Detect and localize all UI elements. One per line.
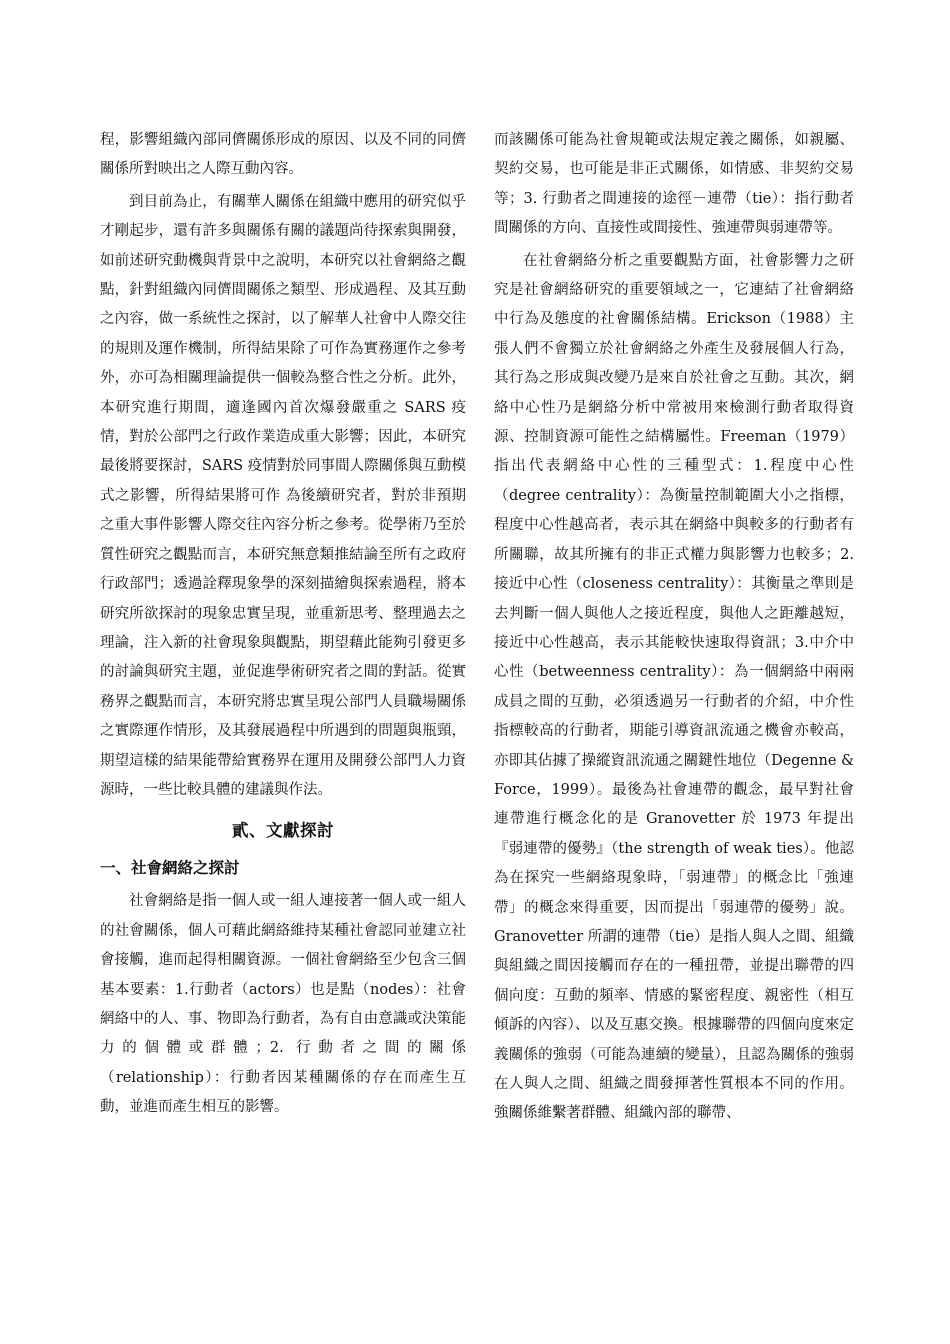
paragraph-research-scope: 到目前為止，有關華人關係在組織中應用的研究似乎才剛起步，還有許多與關係有關的議題尚待探索與開發，如前述研究動機與背景中之說明，本研究以社會網絡之觀點，針對組織內同儕間關係之類型、形成過程、及其互動之內容，做一系統性之探討，以了解華人社會中人際交往的規則及運作機制，所得結果除了可作為實務運作之參考外，亦可為相關理論提供一個較為整合性之分析。此外，本研究進行期間，適逢國內首次爆發嚴重之 SARS 疫情，對於公部門之行政作業造成重大影響；因此，本研究最後將要探討，SARS 疫情對於同事間人際關係與互動模式之影響，所得結果將可作 為後續研究者，對於非預期之重大事件影響人際交往內容分析之參考。從學術乃至於質性研究之觀點而言，本研究無意類推結論至所有之政府行政部門；透過詮釋現象學的深刻描繪與探索過程，將本研究所欲探討的現象忠實呈現，並重新思考、整理過去之理論，注入新的社會現象與觀點，期望藉此能夠引發更多的討論與研究主題，並促進學術研究者之間的對話。從實務界之觀點而言，本研究將忠實呈現公部門人員職場關係之實際運作情形，及其發展過程中所遇到的問題與瓶頸，期望這樣的結果能帶給實務界在運用及開發公部門人力資源時，一些比較具體的建議與作法。 [100,193,466,798]
section-title: 貳、文獻探討 [232,821,334,841]
paragraph-continued-right: 而該關係可能為社會規範或法規定義之關係，如親屬、契約交易，也可能是非正式關係，如情感、非契約交易等；3. 行動者之間連接的途徑－連帶（tie）：指行動者間關係的方向、直接性或間接性、強連帶與弱連帶等。 [494,132,854,237]
subsection-title: 一、社會網絡之探討 [100,858,240,878]
paragraph-continued-left: 程，影響組織內部同儕關係形成的原因、以及不同的同儕關係所對映出之人際互動內容。 [100,132,466,178]
paragraph-social-influence: 在社會網絡分析之重要觀點方面，社會影響力之研究是社會網絡研究的重要領域之一，它連結了社會網絡中行為及態度的社會關係結構。Erickson（1988）主張人們不會獨立於社會網絡之外產生及發展個人行為，其行為之形成與改變乃是來自於社會之互動。其次，網絡中心性乃是網絡分析中常被用來檢測行動者取得資源、控制資源可能性之結構屬性。Freeman（1979）指出代表網絡中心性的三種型式：1.程度中心性（degree centrality）：為衡量控制範圍大小之指標，程度中心性越高者，表示其在網絡中與較多的行動者有所關聯，故其所擁有的非正式權力與影響力也較多；2.接近中心性（closeness centrality）：其衡量之準則是去判斷一個人與他人之接近程度，與他人之距離越短，接近中心性越高，表示其能較快速取得資訊；3.中介中心性（betweenness centrality）：為一個網絡中兩兩成員之間的互動，必須透過另一行動者的介紹，中介性指標較高的行動者，期能引導資訊流通之機會亦較高，亦即其佔據了操縱資訊流通之關鍵性地位（Degenne & Force，1999）。最後為社會連帶的觀念，最早對社會連帶進行概念化的是 Granovetter 於 1973 年提出『弱連帶的優勢』（the strength of weak ties）。他認為在探究一些網絡現象時，「弱連帶」的概念比「強連帶」的概念來得重要，因而提出「弱連帶的優勢」說。Granovetter 所謂的連帶（tie）是指人與人之間、組織與組織之間因接觸而存在的一種扭帶，並提出聯帶的四個向度：互動的頻率、情感的緊密程度、親密性（相互傾訴的內容）、以及互惠交換。根據聯帶的四個向度來定義關係的強弱（可能為連續的變量），且認為關係的強弱在人與人之間、組織之間發揮著性質根本不同的作用。強關係維繫著群體、組織內部的聯帶、 [494,252,854,1122]
paragraph-social-network-definition: 社會網絡是指一個人或一組人連接著一個人或一組人的社會關係，個人可藉此網絡維持某種社會認同並建立社會接觸，進而起得相關資源。一個社會網絡至少包含三個基本要素：1.行動者（actors）也是點（nodes）：社會網絡中的人、事、物即為行動者，為有自由意識或決策能力的個體或群體；2. 行動者之間的關係（relationship）：行動者因某種關係的存在而產生互動，並進而產生相互的影響。 [100,893,466,1116]
left-column [100,126,466,1123]
right-column [494,126,854,1129]
